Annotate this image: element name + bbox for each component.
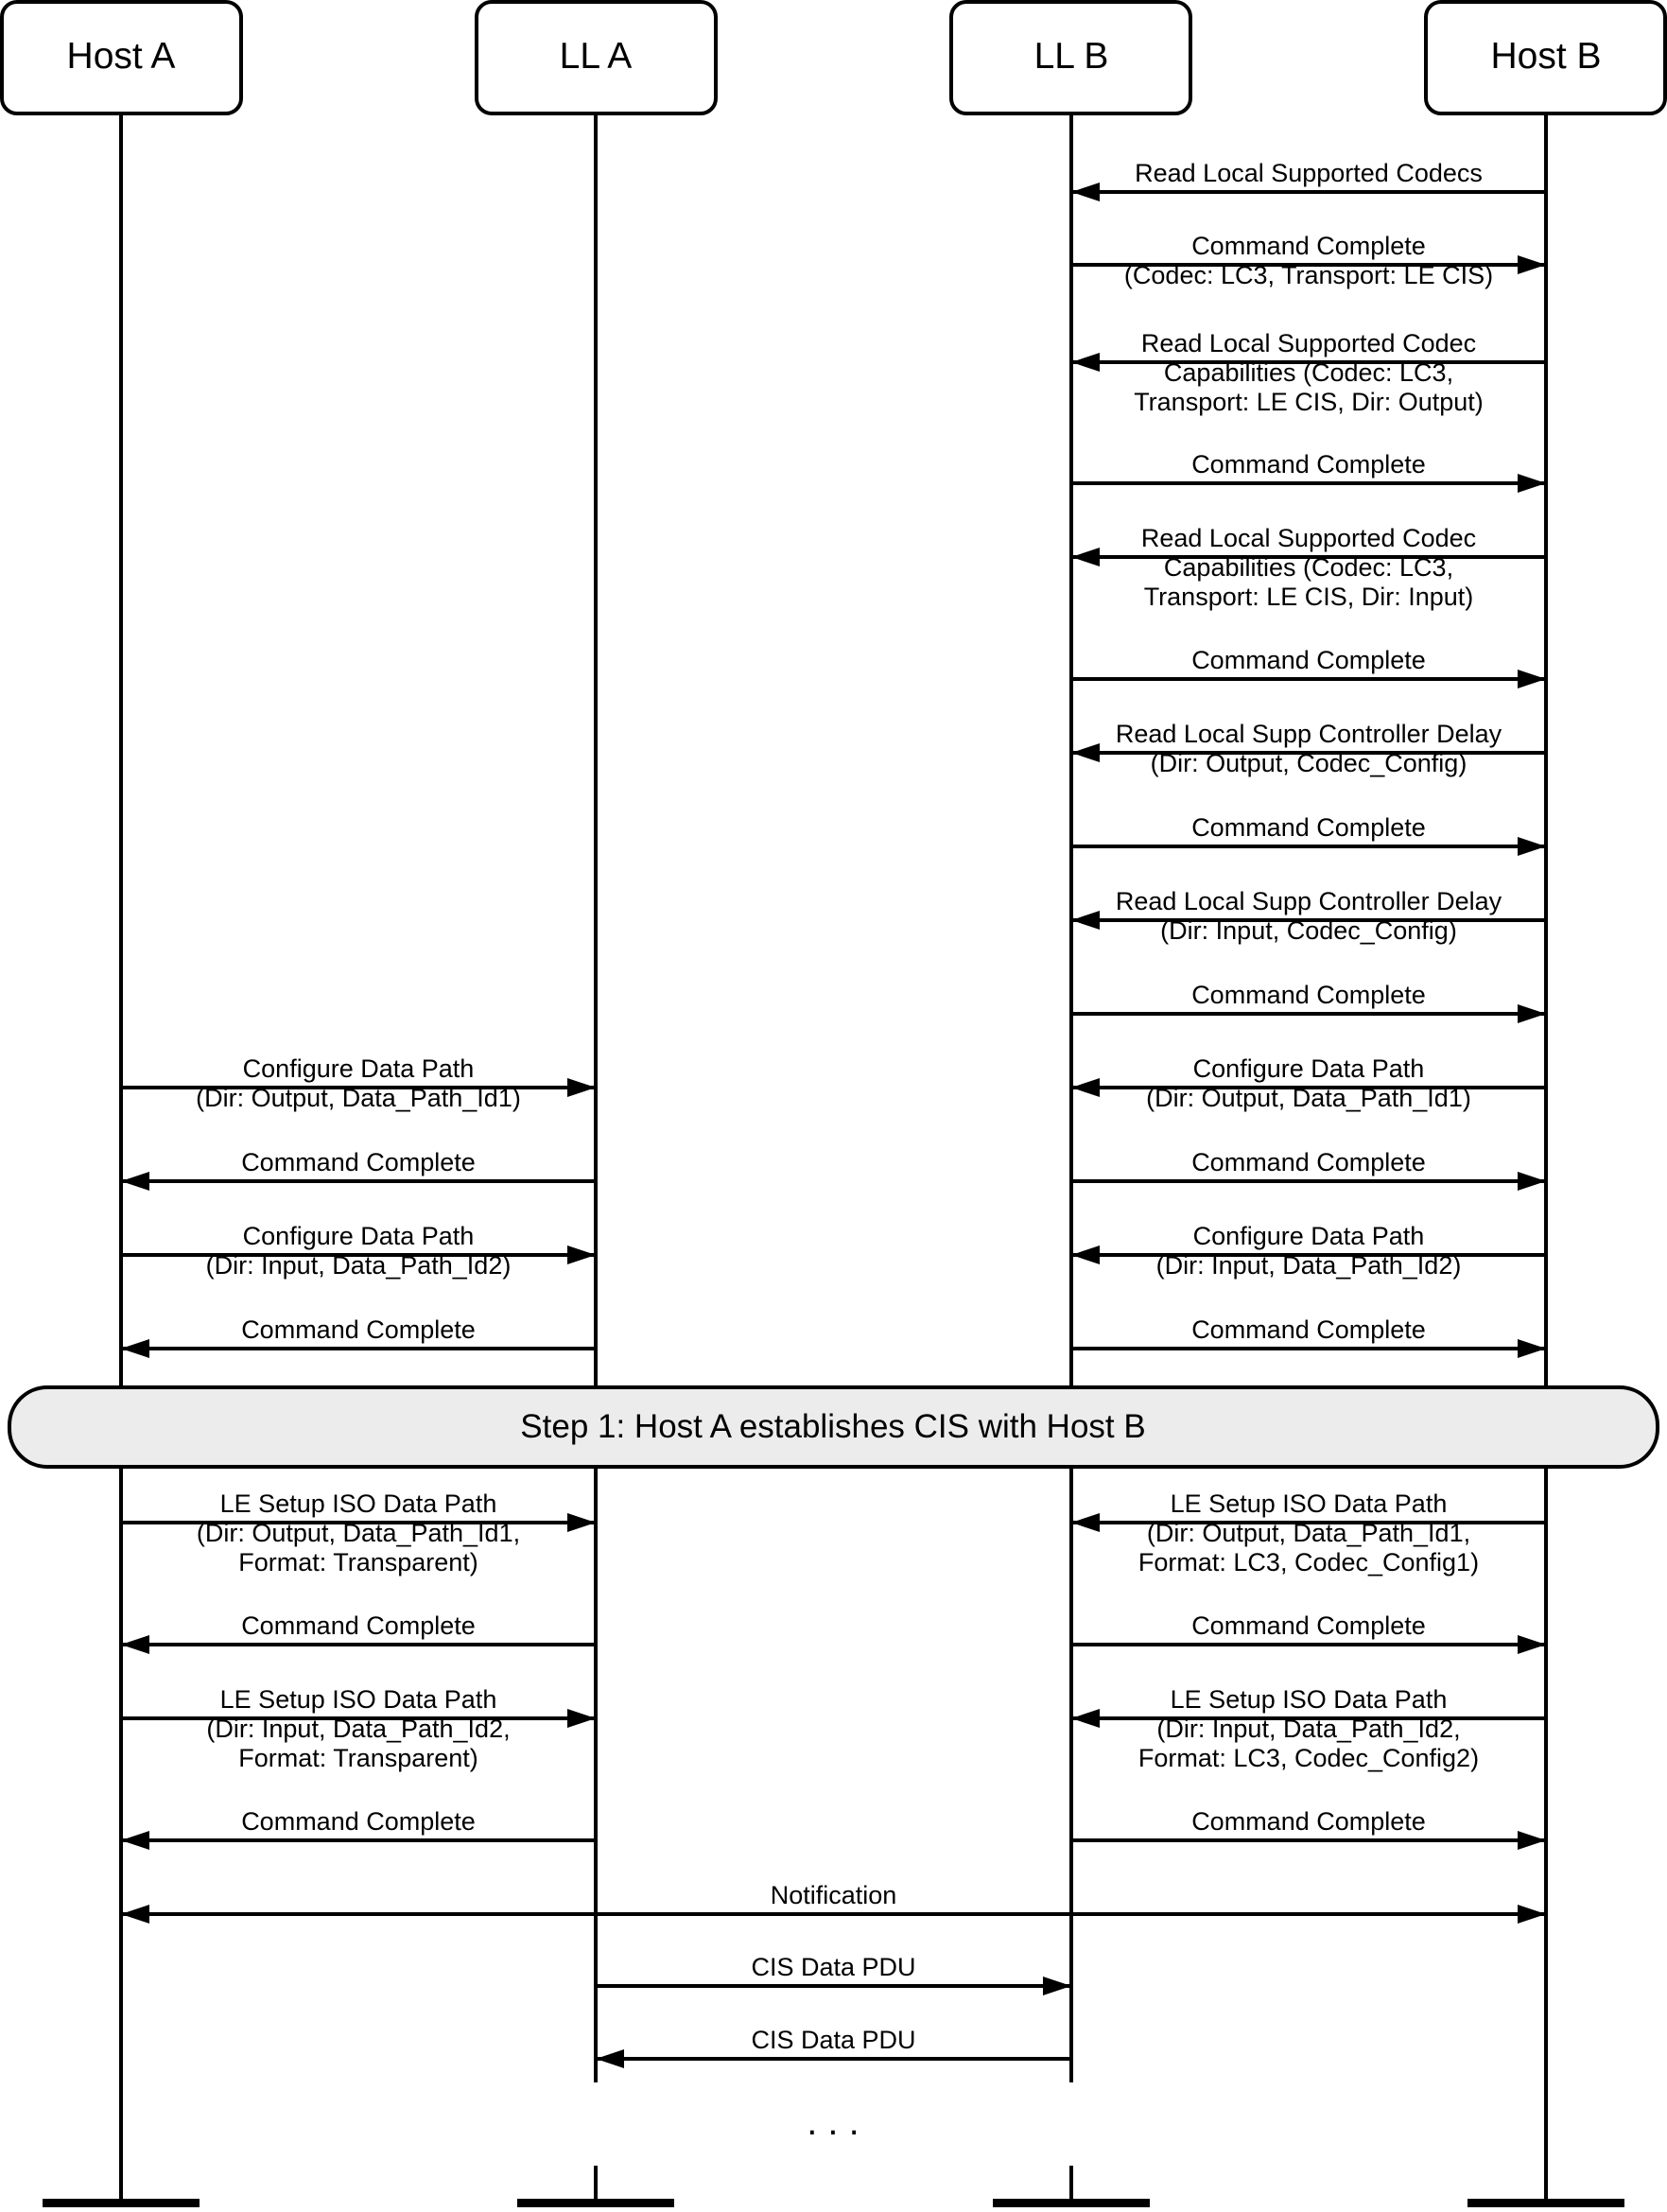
- message-label: Command Complete: [1191, 1611, 1426, 1640]
- message-label: Read Local Supported Codec: [1140, 524, 1477, 552]
- message: [1071, 1685, 1546, 1772]
- participant-host-a: [2, 2, 241, 113]
- message-label: Configure Data Path: [242, 1222, 475, 1250]
- message: [1071, 1489, 1546, 1576]
- participant-ll-b: [951, 2, 1190, 113]
- message: [121, 1611, 596, 1645]
- message-label: Command Complete: [1191, 813, 1426, 842]
- message-label: (Dir: Input, Codec_Config): [1160, 916, 1457, 945]
- message: [1071, 1315, 1546, 1349]
- participant-label: Host B: [1490, 36, 1602, 77]
- message-label: Command Complete: [1191, 981, 1426, 1009]
- participant-host-b: [1426, 2, 1665, 113]
- message-label: (Dir: Input, Data_Path_Id2,: [1156, 1715, 1461, 1743]
- message: [1071, 159, 1546, 192]
- message-label: (Dir: Output, Data_Path_Id1,: [196, 1519, 521, 1547]
- message-label: LE Setup ISO Data Path: [219, 1489, 497, 1518]
- message: [1071, 1054, 1546, 1112]
- message-label: Command Complete: [1191, 646, 1426, 674]
- message-label: CIS Data PDU: [751, 2026, 916, 2054]
- message: [121, 1054, 596, 1112]
- message: [1071, 1222, 1546, 1280]
- message-label: CIS Data PDU: [751, 1953, 916, 1981]
- participant-label: LL B: [1033, 36, 1109, 77]
- message: [121, 1222, 596, 1280]
- message: [1071, 232, 1546, 289]
- message: [121, 1685, 596, 1772]
- terminator-host-a: [43, 2199, 200, 2207]
- participant-label: Host A: [66, 36, 176, 77]
- message-label: Command Complete: [241, 1315, 476, 1344]
- message-label: Command Complete: [1191, 1315, 1426, 1344]
- message-label: Format: Transparent): [238, 1548, 478, 1576]
- message-label: Transport: LE CIS, Dir: Input): [1143, 583, 1474, 611]
- step-banner: [9, 1387, 1658, 1467]
- message-label: Configure Data Path: [1192, 1222, 1425, 1250]
- message-label: Command Complete: [1191, 232, 1426, 260]
- message-label: Format: LC3, Codec_Config2): [1137, 1744, 1480, 1772]
- message-label: Capabilities (Codec: LC3,: [1163, 553, 1454, 582]
- message-label: Read Local Supported Codec: [1140, 329, 1477, 357]
- message-label: Configure Data Path: [242, 1054, 475, 1083]
- message: [121, 1315, 596, 1349]
- message-label: (Dir: Output, Data_Path_Id1): [1146, 1084, 1471, 1112]
- message-label: Capabilities (Codec: LC3,: [1163, 358, 1454, 387]
- message: [1071, 1611, 1546, 1645]
- message-label: (Codec: LC3, Transport: LE CIS): [1123, 261, 1494, 289]
- message-label: LE Setup ISO Data Path: [1170, 1489, 1448, 1518]
- message: [1071, 1148, 1546, 1181]
- message-label: Command Complete: [1191, 1807, 1426, 1836]
- message-label: Command Complete: [241, 1148, 476, 1176]
- message-label: Command Complete: [1191, 1148, 1426, 1176]
- message: [1071, 720, 1546, 777]
- message: [1071, 450, 1546, 483]
- message-label: Command Complete: [1191, 450, 1426, 479]
- participant-label: LL A: [559, 36, 633, 77]
- message: [1071, 887, 1546, 945]
- lifeline-terminators: [43, 2199, 1624, 2207]
- message: [121, 1881, 1546, 1914]
- message-label: Command Complete: [241, 1611, 476, 1640]
- message: [1071, 329, 1546, 416]
- message-label: (Dir: Input, Data_Path_Id2,: [206, 1715, 511, 1743]
- messages: [121, 159, 1546, 2059]
- message-label: Configure Data Path: [1192, 1054, 1425, 1083]
- message-label: Command Complete: [241, 1807, 476, 1836]
- message: [1071, 646, 1546, 679]
- message: [596, 1953, 1071, 1986]
- message-label: LE Setup ISO Data Path: [219, 1685, 497, 1714]
- terminator-host-b: [1467, 2199, 1624, 2207]
- message: [1071, 981, 1546, 1014]
- message: [121, 1148, 596, 1181]
- message-label: (Dir: Input, Data_Path_Id2): [1155, 1251, 1462, 1280]
- message-label: (Dir: Output, Data_Path_Id1): [196, 1084, 521, 1112]
- terminator-ll-b: [993, 2199, 1150, 2207]
- continuation-ellipsis: . . .: [807, 2101, 860, 2143]
- step-banner-label: Step 1: Host A establishes CIS with Host B: [520, 1408, 1146, 1445]
- message: [1071, 524, 1546, 611]
- message-label: (Dir: Input, Data_Path_Id2): [205, 1251, 512, 1280]
- terminator-ll-a: [517, 2199, 674, 2207]
- message-label: Format: Transparent): [238, 1744, 478, 1772]
- message-label: (Dir: Output, Data_Path_Id1,: [1146, 1519, 1471, 1547]
- message: [1071, 813, 1546, 846]
- message-label: Read Local Supported Codecs: [1135, 159, 1483, 187]
- message-label: Read Local Supp Controller Delay: [1115, 887, 1502, 915]
- message-label: (Dir: Output, Codec_Config): [1150, 749, 1467, 777]
- message: [121, 1807, 596, 1840]
- message: [121, 1489, 596, 1576]
- message-label: Read Local Supp Controller Delay: [1115, 720, 1502, 748]
- message: [1071, 1807, 1546, 1840]
- message-label: LE Setup ISO Data Path: [1170, 1685, 1448, 1714]
- message: [596, 2026, 1071, 2059]
- message-label: Notification: [770, 1881, 897, 1909]
- participant-ll-a: [477, 2, 716, 113]
- message-label: Transport: LE CIS, Dir: Output): [1134, 388, 1484, 416]
- message-label: Format: LC3, Codec_Config1): [1137, 1548, 1480, 1576]
